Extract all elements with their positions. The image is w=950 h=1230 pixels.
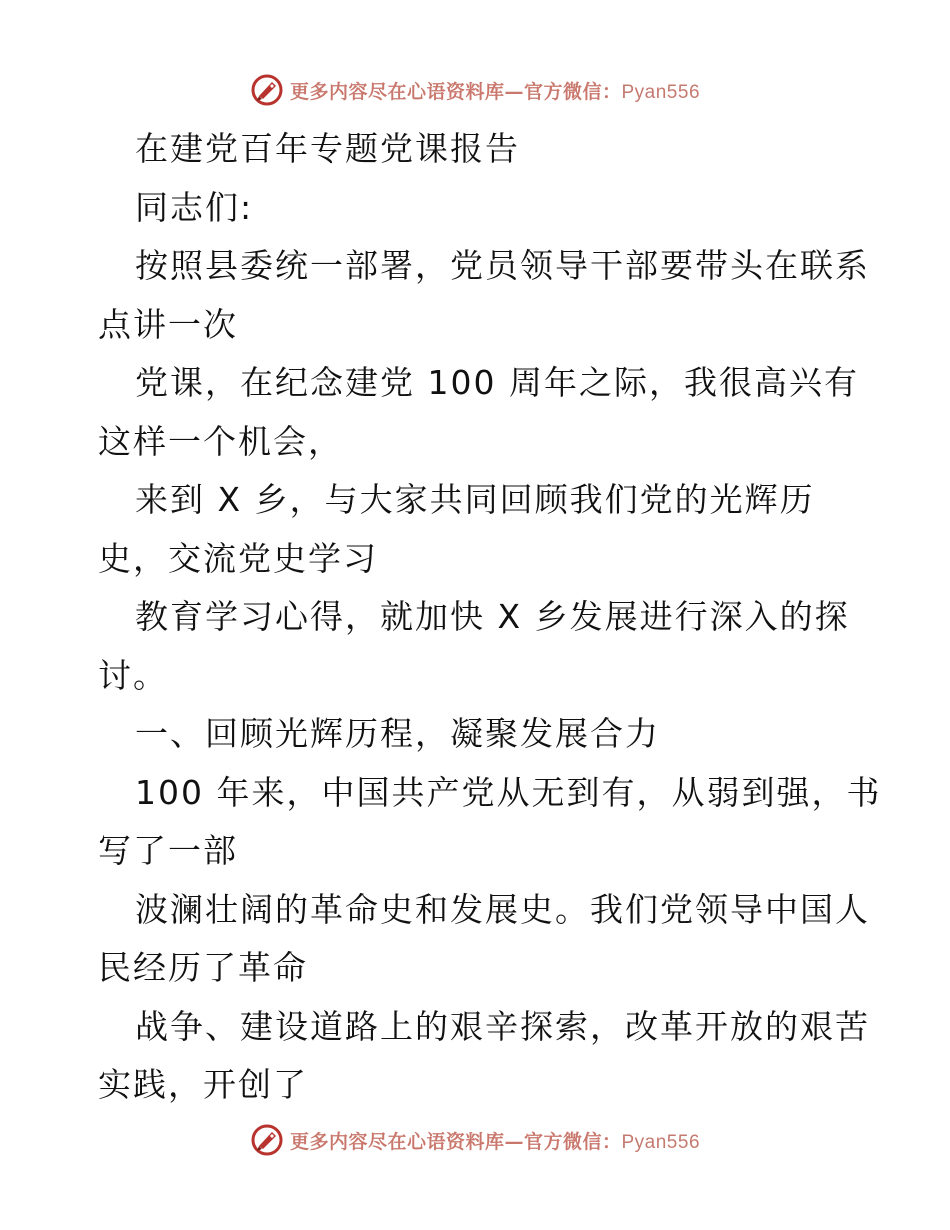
text-line: 来到 X 乡，与大家共同回顾我们党的光辉历 (135, 480, 815, 519)
watermark-text: 更多内容尽在心语资料库—官方微信： (289, 1130, 622, 1153)
text-line: 史，交流党史学习 (98, 538, 378, 578)
text-line: 讨。 (98, 655, 168, 695)
text-line: 实践，开创了 (98, 1065, 308, 1104)
text-line: 这样一个机会， (98, 421, 343, 461)
watermark-text: 更多内容尽在心语资料库—官方微信： (289, 80, 622, 103)
document-body (98, 120, 882, 1115)
watermark-wechat-id: Pyan556 (621, 81, 701, 103)
text-line: 教育学习心得，就加快 X 乡发展进行深入的探 (135, 597, 850, 636)
pen-nib-logo-icon (250, 1123, 284, 1157)
text-line: 民经历了革命 (98, 948, 308, 987)
text-line: 波澜壮阔的革命史和发展史。我们党领导中国人 (135, 889, 870, 929)
pen-nib-logo-icon (250, 73, 284, 107)
text-line: 写了一部 (98, 831, 238, 870)
text-line: 党课，在纪念建党 100 周年之际，我很高兴有 (135, 363, 859, 402)
watermark-wechat-id: Pyan556 (621, 1131, 701, 1153)
header-watermark (0, 70, 950, 110)
footer-watermark (0, 1120, 950, 1160)
text-line: 点讲一次 (98, 304, 238, 344)
text-line: 在建党百年专题党课报告 (135, 129, 520, 168)
text-line: 战争、建设道路上的艰辛探索，改革开放的艰苦 (135, 1006, 870, 1046)
text-line: 同志们: (135, 187, 254, 227)
text-line: 按照县委统一部署，党员领导干部要带头在联系 (135, 246, 870, 285)
text-line: 一、回顾光辉历程，凝聚发展合力 (135, 714, 660, 753)
text-line: 100 年来，中国共产党从无到有，从弱到强，书 (135, 772, 882, 812)
